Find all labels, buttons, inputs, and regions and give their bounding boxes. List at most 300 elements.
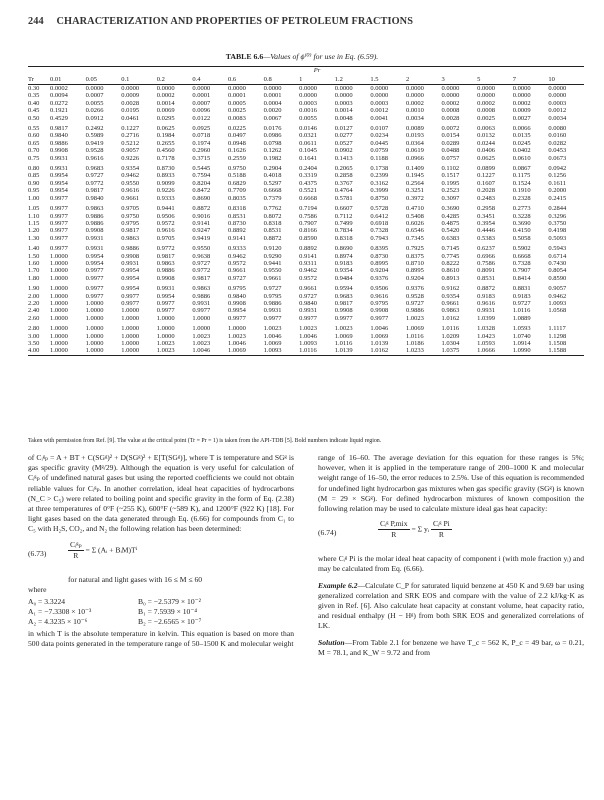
table-cell: 0.7178 (156, 154, 175, 162)
right-paragraph-2: where Cᵢᵍ Pi is the molar ideal heat capacity of component i (with mole fraction yᵢ) and may be calculated from Eq. (6.66). (318, 554, 584, 574)
table-cell: 1.0093 (299, 340, 318, 347)
table-cell: 0.0007 (192, 99, 211, 107)
table-cell: 1.0116 (441, 325, 460, 333)
table-cell: 0.9333 (156, 194, 175, 202)
table-row (28, 140, 584, 147)
table-cell: 0.6026 (405, 219, 424, 227)
equation-number: (6.74) (318, 528, 337, 538)
table-cell: 0.1984 (156, 132, 175, 140)
tr-value: 0.95 (28, 187, 40, 195)
table-cell: 0.1045 (299, 147, 318, 155)
table-cell: 1.0000 (156, 314, 175, 322)
table-cell: 0.8690 (334, 245, 353, 253)
table-cell: 0.8166 (299, 227, 318, 235)
table-cell: 0.9204 (370, 267, 389, 275)
table-cell: 0.2564 (405, 179, 424, 187)
table-cell: 1.0000 (50, 252, 68, 260)
table-cell: 0.9204 (405, 274, 424, 282)
table-cell: 0.9931 (477, 307, 495, 315)
table-cell: 0.9977 (85, 292, 104, 300)
table-cell: 0.0902 (334, 147, 353, 155)
table-cell: 0.9750 (227, 165, 246, 173)
table-cell: 0.0004 (263, 99, 282, 107)
table-cell: 0.0000 (334, 85, 353, 92)
table-cell: 0.1945 (405, 172, 424, 180)
table-row (28, 322, 584, 332)
table-cell: 0.0610 (512, 154, 531, 162)
table-cell: 0.7430 (548, 259, 567, 267)
table-cell: 1.0000 (85, 307, 104, 315)
table-cell: 0.0000 (441, 92, 460, 100)
table-cell: 0.9954 (121, 267, 140, 275)
table-cell: 0.9817 (85, 187, 104, 195)
table-cell: 0.0008 (477, 107, 495, 115)
table-cell: 0.0000 (477, 85, 495, 92)
table-cell: 1.0000 (85, 325, 104, 333)
table-cell: 0.0867 (512, 165, 531, 173)
table-cell: 1.0593 (477, 340, 495, 347)
table-cell: 0.4446 (477, 227, 495, 235)
table-cell: 0.8531 (227, 212, 246, 220)
table-cell: 1.0000 (50, 292, 68, 300)
table-cell: 1.0116 (334, 340, 353, 347)
table-cell: 0.9977 (192, 307, 211, 315)
table-cell: 0.0625 (156, 125, 175, 133)
table-cell: 0.0122 (192, 114, 211, 122)
table-cell: 0.9931 (299, 307, 318, 315)
table-cell: 0.8690 (192, 194, 211, 202)
table-row (28, 107, 584, 114)
table-cell: 0.9977 (227, 314, 246, 322)
table-cell: 1.0162 (370, 347, 406, 355)
table-cell: 1.0116 (512, 307, 531, 315)
table-cell: 0.0048 (334, 114, 353, 122)
table-cell: 0.8035 (227, 194, 246, 202)
table-cell: 0.9354 (441, 292, 460, 300)
table-cell: 0.9795 (263, 292, 282, 300)
table-cell: 1.0069 (405, 325, 424, 333)
table-cell: 0.8730 (156, 165, 175, 173)
table-cell: 0.8531 (477, 274, 495, 282)
table-cell: 0.5188 (227, 172, 246, 180)
table-cell: 1.0000 (156, 325, 175, 333)
table-cell: 0.2904 (263, 165, 282, 173)
table-cell: 0.7379 (263, 194, 282, 202)
table-cell: 0.3690 (512, 219, 531, 227)
table-cell: 0.0127 (334, 125, 353, 133)
table-cell: 0.2716 (121, 132, 140, 140)
table-cell: 0.8091 (477, 267, 495, 275)
table-cell: 0.9441 (156, 205, 175, 213)
table-cell: 0.9931 (50, 154, 68, 162)
table-cell: 0.9727 (227, 274, 246, 282)
table-cell: 0.0002 (512, 99, 531, 107)
table-cell: 0.6237 (477, 245, 495, 253)
tr-value: 1.50 (28, 252, 40, 260)
table-cell: 0.9183 (334, 259, 353, 267)
table-cell: 1.0000 (50, 299, 68, 307)
table-cell: 1.0740 (512, 332, 531, 340)
table-cell: 1.0186 (405, 340, 424, 347)
table-cell: 0.6383 (441, 234, 460, 242)
table-cell: 0.9661 (299, 285, 318, 293)
where-label: where (28, 584, 47, 594)
table-cell: 0.7907 (512, 267, 531, 275)
table-cell: 0.5420 (441, 227, 460, 235)
table-cell: 0.4150 (512, 227, 531, 235)
table-cell: 1.0666 (477, 347, 513, 355)
table-cell: 1.0209 (441, 332, 460, 340)
table-cell: 1.0000 (50, 307, 68, 315)
table-row (28, 300, 584, 307)
pr-column-header: 0.8 (264, 75, 300, 85)
tr-value: 1.90 (28, 285, 40, 293)
tr-value: 3.50 (28, 340, 40, 347)
table-cell: 0.8872 (263, 234, 282, 242)
table-cell: 0.9977 (50, 194, 68, 202)
pr-column-header: 0.05 (86, 75, 122, 85)
table-cell: 1.0069 (334, 332, 353, 340)
table-cell: 0.6668 (512, 252, 531, 260)
table-cell: 1.0023 (192, 340, 211, 347)
table-cell: 0.9661 (227, 267, 246, 275)
table-cell: 0.9016 (192, 212, 211, 220)
table-cell: 0.9908 (334, 307, 353, 315)
table-note: Taken with permission from Ref. [9]. The value at the critical point (Tr = Pr = 1) is taken from the API-TDB [5]. Bold numbers indicate liquid region. (28, 438, 382, 444)
table-cell: 0.8472 (192, 187, 211, 195)
table-cell: 0.2858 (334, 172, 353, 180)
eq-rhs: = Σ (Aᵢ + BᵢM)Tⁱ (85, 545, 138, 555)
table-cell: 0.9616 (370, 292, 389, 300)
table-cell: 0.3451 (477, 212, 495, 220)
table-cell: 0.9840 (50, 132, 68, 140)
table-cell: 0.0005 (227, 99, 246, 107)
table-cell: 0.9727 (192, 259, 211, 267)
table-cell: 0.9795 (370, 299, 389, 307)
table-cell: 0.2559 (227, 154, 246, 162)
table-cell: 0.0899 (477, 165, 495, 173)
table-cell: 0.4018 (263, 172, 282, 180)
table-cell: 0.9683 (334, 292, 353, 300)
tr-value: 0.90 (28, 179, 40, 187)
table-cell: 0.0000 (548, 85, 567, 92)
table-cell: 0.1524 (512, 179, 531, 187)
table-cell: 1.0116 (405, 332, 424, 340)
table-number: TABLE 6.6 (225, 52, 264, 61)
table-cell: 0.8590 (548, 274, 567, 282)
table-cell: 0.0925 (192, 125, 211, 133)
table-cell: 1.0023 (263, 325, 282, 333)
table-cell: 0.1738 (370, 165, 389, 173)
table-cell: 0.0055 (85, 99, 104, 107)
table-cell: 1.0116 (299, 347, 335, 355)
table-cell: 0.9727 (263, 285, 282, 293)
table-cell: 0.0010 (405, 107, 424, 115)
table-cell: 0.3097 (441, 194, 460, 202)
table-cell: 0.6668 (299, 194, 318, 202)
right-paragraph-1: range of 16–60. The average deviation for this equation for these ranges is 5%; however, when it is applied in the temperature range of 200–1000 K and molecular weight range of 16–50, the error reduces to 2.5%. Use of this equation is recommended for undefined light hydrocarbon gas mixtures when gas specific gravity (SGᵍ) is known (M = 29 × SGᵍ). For defined hydrocarbon mixtures of known composition the following relation may be used to calculate mixture ideal gas heat capacity: (318, 453, 584, 514)
table-cell: 0.9462 (121, 172, 140, 180)
tr-value: 0.55 (28, 125, 40, 133)
table-cell: 0.0002 (50, 85, 68, 92)
table-cell: 1.0023 (227, 332, 246, 340)
table-cell: 0.9954 (85, 259, 104, 267)
table-cell: 0.9550 (121, 179, 140, 187)
table-cell: 0.9908 (121, 252, 140, 260)
table-cell: 0.9954 (156, 292, 175, 300)
eq-range: for natural and light gases with 16 ≤ M ≤ 60 (68, 574, 203, 584)
pr-column-header: 0.1 (121, 75, 157, 85)
table-cell: 0.0718 (192, 132, 211, 140)
table-cell: 0.0000 (263, 85, 282, 92)
table-cell: 1.1508 (548, 340, 567, 347)
table-cell: 0.9931 (156, 285, 175, 293)
table-cell: 0.9977 (85, 285, 104, 293)
table-cell: 0.6412 (370, 212, 389, 220)
table-cell: 0.0272 (50, 99, 68, 107)
table-cell: 0.9795 (121, 219, 140, 227)
table-cell: 1.0046 (299, 332, 318, 340)
table-cell: 0.0321 (299, 132, 318, 140)
table-cell: 0.9863 (85, 205, 104, 213)
table-cell: 0.9886 (263, 299, 282, 307)
table-cell: 0.1188 (370, 154, 388, 162)
table-cell: 0.0948 (227, 139, 246, 147)
table-cell: 1.0023 (157, 347, 193, 355)
table-cell: 0.0986 (263, 132, 282, 140)
table-cell: 0.7345 (405, 234, 424, 242)
table-cell: 0.5408 (405, 212, 424, 220)
table-cell: 0.9817 (334, 299, 353, 307)
table-cell: 1.0000 (50, 267, 68, 275)
table-cell: 0.9376 (405, 285, 424, 293)
table-cell: 0.0067 (263, 114, 282, 122)
table-cell: 0.7112 (334, 212, 353, 220)
table-cell: 0.0798 (263, 139, 282, 147)
table-cell: 0.0014 (156, 99, 175, 107)
table-cell: 0.0003 (299, 99, 318, 107)
table-cell: 0.0245 (512, 139, 531, 147)
table-cell: 0.0966 (405, 154, 424, 162)
table-cell: 0.8892 (299, 245, 318, 253)
table-cell: 0.4710 (405, 205, 424, 213)
table-cell: 0.0000 (512, 92, 531, 100)
table-cell: 0.9817 (156, 252, 175, 260)
table-cell: 0.8590 (299, 234, 318, 242)
table-cell: 1.0375 (442, 347, 478, 355)
table-cell: 0.0000 (156, 85, 175, 92)
table-cell: 0.9661 (121, 194, 140, 202)
table-cell: 0.0146 (299, 125, 318, 133)
table-cell: 0.0000 (370, 85, 389, 92)
table-cell: 0.9977 (156, 299, 175, 307)
tr-value: 1.05 (28, 205, 40, 213)
table-cell: 0.9750 (121, 212, 140, 220)
table-cell: 0.9954 (50, 187, 68, 195)
table-row (28, 92, 584, 99)
table-cell: 0.9931 (121, 259, 140, 267)
table-row (28, 202, 584, 212)
table-cell: 0.0002 (405, 99, 424, 107)
table-cell: 1.0000 (50, 314, 68, 322)
table-cell: 0.9727 (405, 299, 424, 307)
tr-value: 0.75 (28, 154, 40, 162)
table-cell: 0.5212 (121, 139, 140, 147)
table-cell: 0.1256 (548, 172, 567, 180)
table-cell: 0.9572 (227, 259, 246, 267)
table-row (28, 162, 584, 172)
table-cell: 0.0000 (548, 92, 567, 100)
table-cell: 0.9886 (405, 307, 424, 315)
table-cell: 0.9886 (156, 267, 175, 275)
pr-column-header: 7 (513, 75, 549, 85)
table-cell: 0.0277 (334, 132, 353, 140)
table-cell: 0.9057 (548, 285, 567, 293)
table-cell: 0.9977 (370, 314, 389, 322)
equation-6-74: (6.74) $\frac{\text{Cᵢᵍ P,mix}}{R}$ = Σ yᵢ $\frac{\text{Cᵢᵍ Pi}}{R}$ (318, 519, 450, 540)
pr-column-header: 1.5 (370, 75, 406, 85)
table-cell: 1.0000 (121, 314, 140, 322)
table-cell: 0.2958 (477, 205, 495, 213)
table-cell: 0.0003 (334, 99, 353, 107)
pr-column-header: 1.2 (335, 75, 371, 85)
table-row (28, 235, 584, 242)
tr-value: 2.80 (28, 325, 40, 333)
table-cell: 0.0234 (370, 132, 389, 140)
table-cell: 0.3251 (405, 187, 424, 195)
pr-column-header: 0.2 (157, 75, 193, 85)
tr-value: 2.20 (28, 299, 40, 307)
table-cell: 0.9954 (50, 172, 68, 180)
tr-value: 0.70 (28, 147, 40, 155)
table-cell: 1.0000 (50, 332, 68, 340)
table-cell: 0.0025 (227, 107, 246, 115)
table-cell: 1.0328 (477, 325, 495, 333)
equation-6-73 (28, 540, 294, 570)
table-cell: 0.0942 (548, 165, 567, 173)
table-cell: 0.6966 (477, 252, 495, 260)
tr-value: 1.15 (28, 219, 40, 227)
table-cell: 0.9183 (512, 292, 531, 300)
table-cell: 1.0000 (50, 325, 68, 333)
table-cell: 0.9572 (156, 219, 175, 227)
table-cell: 0.8872 (477, 285, 495, 293)
table-row (28, 282, 584, 292)
table-cell: 0.9311 (299, 259, 317, 267)
pr-column-header: 2 (406, 75, 442, 85)
table-row (28, 147, 584, 154)
table-cell: 0.7745 (441, 252, 460, 260)
table-cell: 0.7145 (441, 245, 460, 253)
table-cell: 0.0000 (405, 92, 424, 100)
table-cell: 0.9727 (299, 292, 318, 300)
table-cell: 0.1641 (299, 154, 318, 162)
table-cell: 0.0069 (156, 107, 175, 115)
table-cell: 0.5383 (477, 234, 495, 242)
table-cell: 0.0225 (227, 125, 246, 133)
table-row (28, 307, 584, 314)
table-cell: 0.0041 (370, 114, 389, 122)
table-cell: 0.0016 (299, 107, 318, 115)
table-cell: 0.9462 (227, 252, 246, 260)
table-cell: 0.9594 (334, 285, 353, 293)
table-cell: 0.9226 (121, 154, 140, 162)
table-cell: 0.4529 (50, 114, 68, 122)
table-cell: 1.0139 (370, 340, 389, 347)
table-cell: 0.9977 (334, 314, 353, 322)
table-row (28, 260, 584, 267)
tr-value: 1.10 (28, 212, 40, 220)
table-cell: 0.8730 (227, 219, 246, 227)
table-cell: 1.0233 (406, 347, 442, 355)
table-cell: 0.8913 (441, 274, 460, 282)
tr-value: 3.00 (28, 332, 40, 340)
table-cell: 1.0889 (512, 314, 531, 322)
table-title (0, 52, 604, 61)
table-cell: 0.9863 (156, 259, 175, 267)
tr-value: 1.30 (28, 234, 40, 242)
table-cell: 0.9886 (85, 219, 104, 227)
table-cell: 0.4875 (441, 219, 460, 227)
tr-value: 2.60 (28, 314, 40, 322)
table-cell: 1.0000 (50, 340, 68, 347)
table-cell: 0.3972 (405, 194, 424, 202)
tr-value: 0.45 (28, 107, 40, 115)
equation-number: (6.73) (28, 548, 47, 558)
table-row (28, 275, 584, 282)
table-cell: 1.0568 (548, 307, 567, 315)
table-cell: 0.7907 (299, 219, 318, 227)
table-cell: 0.7499 (334, 219, 353, 227)
table-cell: 1.0000 (121, 347, 157, 355)
table-cell: 0.0028 (121, 99, 140, 107)
table-cell: 0.9141 (227, 234, 246, 242)
table-cell: 0.9661 (263, 274, 282, 282)
table-cell: 0.1413 (334, 154, 353, 162)
table-cell: 1.0093 (548, 299, 567, 307)
table-cell: 0.3319 (299, 172, 318, 180)
tr-value: 1.20 (28, 227, 40, 235)
table-cell: 0.0025 (477, 114, 495, 122)
table-cell: 0.9908 (50, 147, 68, 155)
running-title: CHARACTERIZATION AND PROPERTIES OF PETROLEUM FRACTIONS (56, 16, 414, 27)
table-cell: 0.4560 (156, 147, 175, 155)
table-cell: 0.0001 (263, 92, 282, 100)
table-cell: 0.9977 (50, 234, 68, 242)
table-cell: 1.0304 (441, 340, 460, 347)
table-cell: 0.9954 (121, 285, 140, 293)
table-cell: 0.9908 (85, 227, 104, 235)
pr-column-header: 0.4 (192, 75, 228, 85)
table-cell: 1.0023 (334, 325, 353, 333)
table-cell: 0.0757 (441, 154, 460, 162)
table-cell: 0.8072 (263, 212, 282, 220)
table-cell: 0.9419 (85, 139, 104, 147)
running-head (28, 16, 413, 27)
table-row (28, 213, 584, 220)
pr-column-header: 3 (442, 75, 478, 85)
table-cell: 0.9977 (50, 245, 68, 253)
table-cell: 0.9863 (441, 307, 460, 315)
table-cell: 0.9057 (121, 147, 140, 155)
table-cell: 0.5728 (370, 205, 389, 213)
table-cell: 0.9886 (121, 245, 140, 253)
table-cell: 0.0000 (299, 85, 318, 92)
table-cell: 0.0402 (512, 147, 531, 155)
table-cell: 0.9908 (156, 274, 175, 282)
table-cell: 0.0063 (477, 125, 495, 133)
table-cell: 0.9977 (263, 314, 282, 322)
